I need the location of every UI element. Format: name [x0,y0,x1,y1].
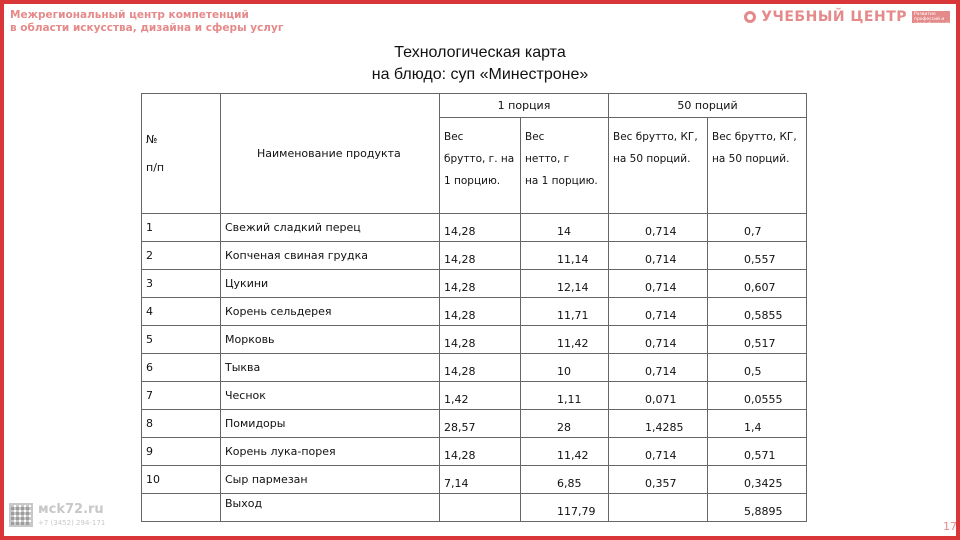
row-gross-one: 14,28 [444,281,476,294]
header-number-cell [142,94,221,214]
table-row [142,354,807,382]
qr-code-icon [9,503,33,527]
row-gross-fifty: 0,714 [645,281,677,294]
table-row [142,410,807,438]
org-line-2: в области искусства, дизайна и сферы услуг [10,22,284,34]
table-row [142,214,807,242]
header-row-groups [142,94,807,118]
org-line-1: Межрегиональный центр компетенций [10,9,249,21]
brand-logo [744,9,950,25]
row-net-one: 11,14 [557,253,589,266]
row-number: 3 [142,270,221,298]
row-number: 1 [142,214,221,242]
row-net-one: 1,11 [557,393,582,406]
row-gross-fifty: 0,714 [645,309,677,322]
header-net-fifty [708,118,807,214]
footer-phone: +7 (3452) 294-171 [38,519,106,527]
row-number: 4 [142,298,221,326]
header-gross-one-l3: 1 порцию. [444,175,501,187]
row-product: Морковь [221,326,440,354]
row-net-one: 11,42 [557,449,589,462]
row-number: 10 [142,466,221,494]
header-gross-fifty-l1: Вес брутто, КГ, [613,131,698,143]
table-row [142,382,807,410]
total-net-one: 117,79 [557,505,596,518]
row-product: Копченая свиная грудка [221,242,440,270]
row-net-fifty: 0,517 [744,337,776,350]
organization-name [10,9,310,35]
row-net-one: 12,14 [557,281,589,294]
header-net-fifty-l1: Вес брутто, КГ, [712,131,797,143]
row-net-one: 11,42 [557,337,589,350]
row-product: Цукини [221,270,440,298]
title-line-2: на блюдо: суп «Минестроне» [371,66,589,83]
row-product: Корень лука-порея [221,438,440,466]
title-line-1: Технологическая карта [394,44,566,61]
row-net-fifty: 1,4 [744,421,762,434]
row-product: Тыква [221,354,440,382]
header-group-fifty-portions: 50 порций [609,94,807,118]
row-net-fifty: 0,557 [744,253,776,266]
header-number-abbr: п/п [146,160,165,174]
row-net-fifty: 0,5855 [744,309,783,322]
total-number-cell [142,494,221,522]
gear-icon [744,11,756,23]
row-number: 2 [142,242,221,270]
total-net-fifty: 5,8895 [744,505,783,518]
row-net-fifty: 0,607 [744,281,776,294]
row-net-fifty: 0,3425 [744,477,783,490]
table-row [142,466,807,494]
row-net-one: 11,71 [557,309,589,322]
row-net-fifty: 0,7 [744,225,762,238]
row-gross-fifty: 0,714 [645,365,677,378]
row-gross-fifty: 0,357 [645,477,677,490]
table-row [142,270,807,298]
row-gross-one: 28,57 [444,421,476,434]
tech-card-table [141,93,807,522]
row-number: 9 [142,438,221,466]
footer-site: мck72.ru [38,502,104,517]
header-gross-one-l2: брутто, г. на [444,153,515,165]
header-net-fifty-l2: на 50 порций. [712,153,790,165]
header-gross-one [440,118,521,214]
header-gross-one-l1: Вес [444,131,464,143]
row-number: 6 [142,354,221,382]
row-gross-fifty: 0,071 [645,393,677,406]
page-number: 17 [943,520,957,533]
row-net-one: 10 [557,365,571,378]
row-gross-fifty: 0,714 [645,337,677,350]
total-gross-fifty-cell [609,494,708,522]
row-product: Помидоры [221,410,440,438]
row-gross-one: 1,42 [444,393,469,406]
row-gross-one: 14,28 [444,449,476,462]
row-product: Корень сельдерея [221,298,440,326]
header-product-name: Наименование продукта [221,94,440,214]
header-number-symbol: № [146,132,158,146]
header-gross-fifty [609,118,708,214]
row-net-one: 14 [557,225,571,238]
row-product: Чеснок [221,382,440,410]
header-net-one-l2: нетто, г [525,153,570,165]
row-number: 8 [142,410,221,438]
table-total-row [142,494,807,522]
row-number: 5 [142,326,221,354]
row-gross-one: 14,28 [444,253,476,266]
row-net-one: 28 [557,421,571,434]
table-row [142,438,807,466]
brand-name: УЧЕБНЫЙ ЦЕНТР [761,9,907,25]
brand-badge: Развитие профессий и квалификаций [914,12,950,27]
row-product: Свежий сладкий перец [221,214,440,242]
row-product: Сыр пармезан [221,466,440,494]
total-gross-one-cell [440,494,521,522]
total-label: Выход [221,494,440,522]
row-net-fifty: 0,5 [744,365,762,378]
header-net-one-l3: на 1 порцию. [525,175,598,187]
header-gross-fifty-l2: на 50 порций. [613,153,691,165]
header-net-one [521,118,609,214]
row-gross-fifty: 0,714 [645,225,677,238]
header-group-one-portion: 1 порция [440,94,609,118]
header-net-one-l1: Вес [525,131,545,143]
row-gross-fifty: 0,714 [645,253,677,266]
row-gross-fifty: 0,714 [645,449,677,462]
page-title [280,42,680,86]
row-gross-one: 14,28 [444,337,476,350]
row-number: 7 [142,382,221,410]
row-net-one: 6,85 [557,477,582,490]
row-gross-one: 7,14 [444,477,469,490]
row-net-fifty: 0,0555 [744,393,783,406]
row-gross-fifty: 1,4285 [645,421,684,434]
row-net-fifty: 0,571 [744,449,776,462]
table-row [142,298,807,326]
row-gross-one: 14,28 [444,225,476,238]
table-row [142,242,807,270]
table-row [142,326,807,354]
row-gross-one: 14,28 [444,365,476,378]
row-gross-one: 14,28 [444,309,476,322]
